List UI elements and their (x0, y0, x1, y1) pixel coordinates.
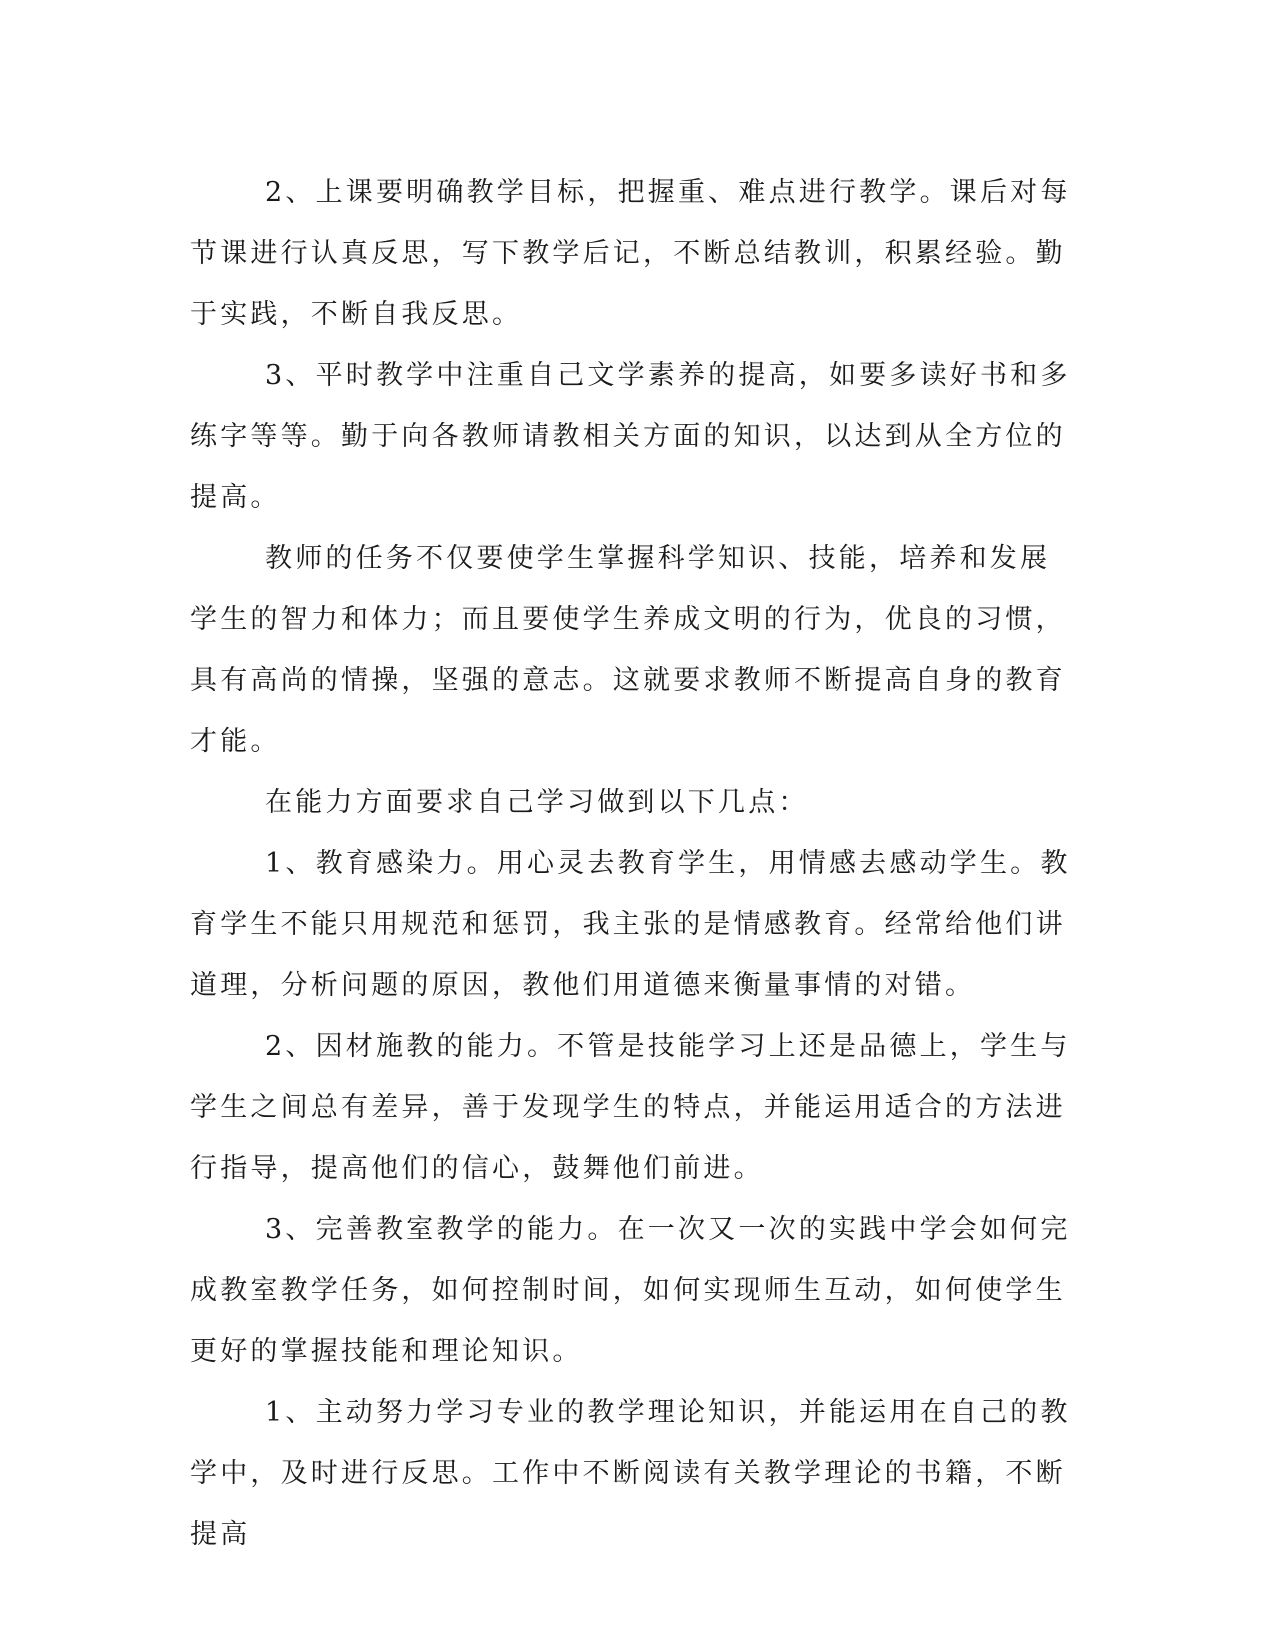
paragraph-classroom-teaching: 3、完善教室教学的能力。在一次又一次的实践中学会如何完成教室教学任务，如何控制时间，如何实现师生互动，如何使学生更好的掌握技能和理论知识。 (190, 1214, 1071, 1367)
paragraph-theory-study: 1、主动努力学习专业的教学理论知识，并能运用在自己的教学中，及时进行反思。工作中不断阅读有关教学理论的书籍，不断提高 (190, 1397, 1071, 1550)
paragraph-individualized-teaching: 2、因材施教的能力。不管是技能学习上还是品德上，学生与学生之间总有差异，善于发现学生的特点，并能运用适合的方法进行指导，提高他们的信心，鼓舞他们前进。 (190, 1031, 1071, 1184)
paragraph-teacher-task: 教师的任务不仅要使学生掌握科学知识、技能，培养和发展学生的智力和体力；而且要使学生养成文明的行为，优良的习惯，具有高尚的情操，坚强的意志。这就要求教师不断提高自身的教育才能。 (190, 543, 1066, 757)
paragraph-ability-intro: 在能力方面要求自己学习做到以下几点： (265, 787, 809, 818)
paragraph-education-influence: 1、教育感染力。用心灵去教育学生，用情感去感动学生。教育学生不能只用规范和惩罚，我主张的是情感教育。经常给他们讲道理，分析问题的原因，教他们用道德来衡量事情的对错。 (190, 848, 1071, 1001)
paragraph-literary-cultivation: 3、平时教学中注重自己文学素养的提高，如要多读好书和多练字等等。勤于向各教师请教相关方面的知识，以达到从全方位的提高。 (190, 360, 1071, 513)
document-body (190, 162, 1080, 1565)
paragraph-teaching-goals: 2、上课要明确教学目标，把握重、难点进行教学。课后对每节课进行认真反思，写下教学后记，不断总结教训，积累经验。勤于实践，不断自我反思。 (190, 177, 1071, 330)
